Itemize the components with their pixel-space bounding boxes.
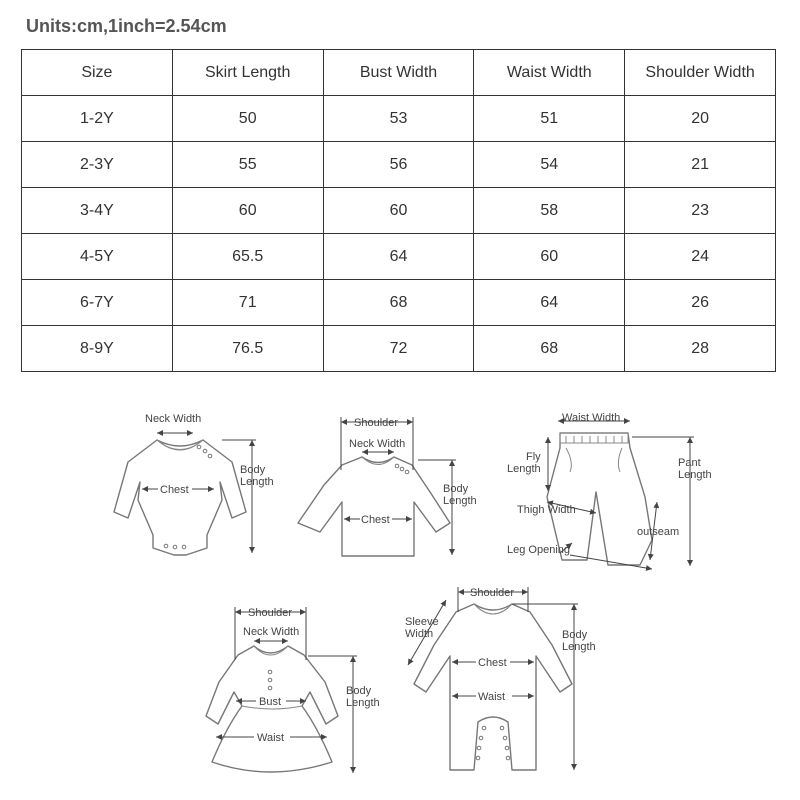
body-length-label-line1: Body: [562, 629, 588, 641]
chest-label: Chest: [160, 484, 189, 496]
neck-width-label: Neck Width: [145, 413, 202, 425]
table-cell: 60: [474, 234, 625, 280]
body-length-label-line2: Length: [240, 476, 274, 488]
measurement-diagrams: [0, 390, 800, 800]
thigh-width-label: Thigh Width: [517, 504, 576, 516]
table-row: [22, 280, 776, 326]
table-cell: 55: [172, 142, 323, 188]
body-length-label-line1: Body: [240, 464, 266, 476]
neck-width-label: Neck Width: [243, 626, 300, 638]
body-length-label-line1: Body: [443, 483, 469, 495]
waist-label: Waist: [257, 732, 285, 744]
table-cell: 26: [625, 280, 776, 326]
dress-diagram: [206, 607, 380, 773]
table-cell: 60: [323, 188, 474, 234]
table-cell: 4-5Y: [22, 234, 173, 280]
body-length-label-line2: Length: [443, 495, 477, 507]
table-cell: 60: [172, 188, 323, 234]
table-cell: 65.5: [172, 234, 323, 280]
fly-length-label-line2: Length: [507, 463, 541, 475]
table-row: [22, 96, 776, 142]
shoulder-label: Shoulder: [248, 607, 293, 619]
table-cell: 64: [323, 234, 474, 280]
table-cell: 58: [474, 188, 625, 234]
pants-diagram: [507, 412, 712, 569]
table-cell: 76.5: [172, 326, 323, 372]
table-cell: 8-9Y: [22, 326, 173, 372]
table-cell: 68: [474, 326, 625, 372]
header-cell: Bust Width: [323, 50, 474, 96]
sleeve-width-label-line1: Sleeve: [405, 616, 439, 628]
pant-length-label-line1: Pant: [678, 457, 701, 469]
sleeve-width-label-line2: Width: [405, 628, 434, 640]
header-cell: Shoulder Width: [625, 50, 776, 96]
table-cell: 54: [474, 142, 625, 188]
table-cell: 20: [625, 96, 776, 142]
table-cell: 56: [323, 142, 474, 188]
table-cell: 72: [323, 326, 474, 372]
bodysuit-diagram: [114, 413, 274, 555]
table-cell: 50: [172, 96, 323, 142]
body-length-label-line2: Length: [562, 641, 596, 653]
table-cell: 28: [625, 326, 776, 372]
shirt-diagram: [298, 417, 477, 556]
table-row: [22, 234, 776, 280]
table-cell: 6-7Y: [22, 280, 173, 326]
body-length-label-line1: Body: [346, 685, 372, 697]
table-cell: 21: [625, 142, 776, 188]
units-note: Units:cm,1inch=2.54cm: [26, 16, 227, 36]
outseam-label: outseam: [637, 526, 680, 538]
neck-width-label: Neck Width: [349, 438, 406, 450]
romper-diagram: [405, 587, 596, 770]
body-length-label-line2: Length: [346, 697, 380, 709]
pant-length-label-line2: Length: [678, 469, 712, 481]
table-cell: 64: [474, 280, 625, 326]
shoulder-label: Shoulder: [354, 417, 399, 429]
table-row: [22, 326, 776, 372]
bust-label: Bust: [259, 696, 282, 708]
table-cell: 71: [172, 280, 323, 326]
table-row: [22, 142, 776, 188]
header-cell: Skirt Length: [172, 50, 323, 96]
table-cell: 68: [323, 280, 474, 326]
waist-label: Waist: [478, 691, 506, 703]
table-cell: 1-2Y: [22, 96, 173, 142]
table-cell: 23: [625, 188, 776, 234]
size-chart-table: [21, 49, 776, 372]
table-cell: 3-4Y: [22, 188, 173, 234]
fly-length-label-line1: Fly: [526, 451, 541, 463]
table-cell: 24: [625, 234, 776, 280]
table-header-row: [22, 50, 776, 96]
table-cell: 53: [323, 96, 474, 142]
waist-width-label: Waist Width: [562, 412, 621, 424]
chest-label: Chest: [478, 657, 507, 669]
table-cell: 51: [474, 96, 625, 142]
table-row: [22, 188, 776, 234]
chest-label: Chest: [361, 514, 390, 526]
header-cell: Waist Width: [474, 50, 625, 96]
leg-opening-label: Leg Opening: [507, 544, 570, 556]
shoulder-label: Shoulder: [470, 587, 515, 599]
table-cell: 2-3Y: [22, 142, 173, 188]
header-cell: Size: [22, 50, 173, 96]
